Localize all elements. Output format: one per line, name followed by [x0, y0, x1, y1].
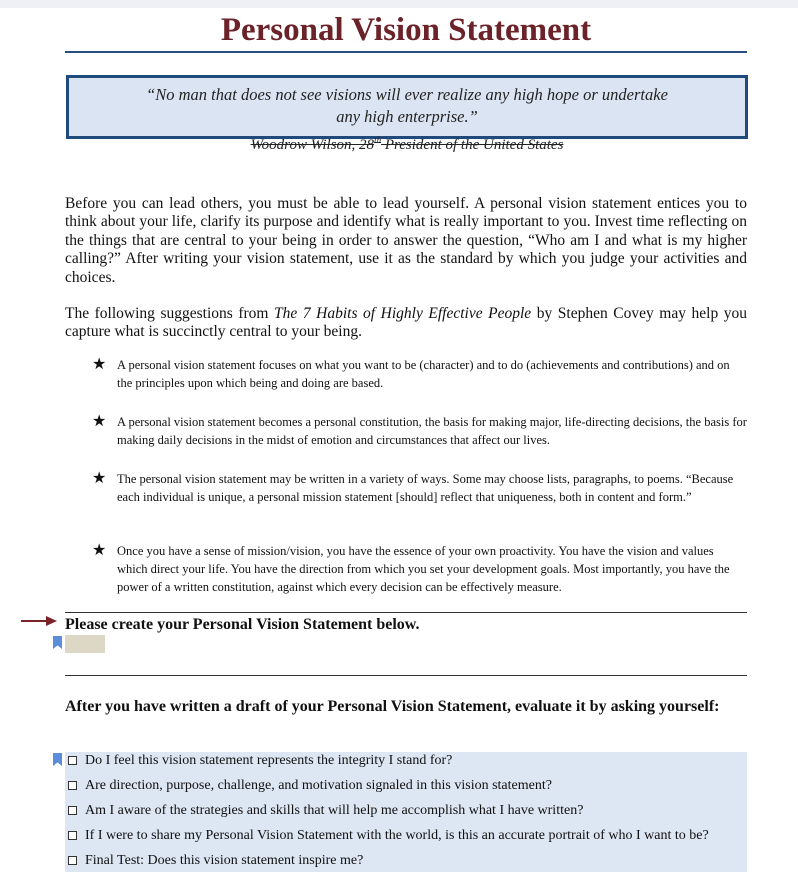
- bullet-text: A personal vision statement becomes a personal constitution, the basis for making major, life-directing decisions, the basis for making daily decisions in the midst of emotion and circumstances that affect our lives.: [117, 415, 747, 447]
- attribution-name: Woodrow Wilson, 28: [250, 137, 375, 153]
- bookmark-icon: [53, 753, 62, 766]
- book-title: The 7 Habits of Highly Effective People: [274, 305, 532, 322]
- arrow-head-icon: [46, 616, 57, 626]
- checkbox-icon[interactable]: [68, 856, 77, 865]
- top-strip: [0, 0, 798, 8]
- bullet-text: A personal vision statement focuses on what you want to be (character) and to do (achievements and contributions) and on the principles upon which being and doing are based.: [117, 358, 730, 390]
- bullet-text: The personal vision statement may be written in a variety of ways. Some may choose lists, paragraphs, to poems. “Because each individual is unique, a personal mission statement [should] reflect that uniqueness, both in content and form.”: [117, 472, 734, 504]
- checklist-text: If I were to share my Personal Vision Statement with the world, is this an accurate portrait of who I want to be?: [85, 828, 709, 843]
- quote-box: [66, 75, 748, 153]
- suggestions-paragraph: [65, 305, 747, 342]
- bullet-text: Once you have a sense of mission/vision, you have the essence of your own proactivity. You have the vision and values which direct your life. You have the direction from which you set your development goals. Most importantly, you have the power of a written constitution, against which every decision can be effectively measure.: [117, 544, 730, 594]
- checkbox-icon[interactable]: [68, 806, 77, 815]
- page-title: Personal Vision Statement: [220, 12, 592, 48]
- checklist-text: Do I feel this vision statement represents the integrity I stand for?: [85, 753, 453, 768]
- star-icon: ★: [92, 411, 107, 430]
- attribution-rest: President of the United States: [381, 137, 564, 153]
- bookmark-icon: [53, 636, 62, 649]
- checkbox-icon[interactable]: [68, 756, 77, 765]
- evaluate-heading: After you have written a draft of your Personal Vision Statement, evaluate it by asking yourself:: [65, 698, 720, 715]
- section-divider: [65, 675, 747, 676]
- section-divider: [65, 612, 747, 613]
- evaluation-checklist: [65, 752, 747, 872]
- attribution-sup: th: [374, 135, 382, 145]
- star-icon: ★: [92, 540, 107, 559]
- suggestions-lead: The following suggestions from: [65, 305, 275, 322]
- checkbox-icon[interactable]: [68, 781, 77, 790]
- suggestions-tail: by Stephen Covey may help you capture what is succinctly central to your being.: [65, 305, 748, 341]
- title-rule: [65, 51, 747, 53]
- star-icon: ★: [92, 468, 107, 487]
- intro-paragraph: Before you can lead others, you must be able to lead yourself. A personal vision statement entices you to think about your life, clarify its purpose and identify what is really important to you. Invest time reflecting on the things that are central to your being in order to answer the question, “Who am I and what is my higher calling?” After writing your vision statement, use it as the standard by which you judge your activities and choices.: [65, 195, 747, 286]
- create-heading: Please create your Personal Vision Statement below.: [65, 616, 420, 633]
- quote-text: “No man that does not see visions will ever realize any high hope or undertake any high enterprise.”: [146, 85, 668, 126]
- checklist-text: Am I aware of the strategies and skills that will help me accomplish what I have written?: [85, 803, 584, 818]
- checkbox-icon[interactable]: [68, 831, 77, 840]
- quote-attribution: [69, 129, 745, 156]
- vision-statement-field[interactable]: [65, 635, 105, 653]
- checklist-text: Final Test: Does this vision statement inspire me?: [85, 853, 364, 868]
- star-icon: ★: [92, 354, 107, 373]
- checklist-text: Are direction, purpose, challenge, and motivation signaled in this vision statement?: [85, 778, 552, 793]
